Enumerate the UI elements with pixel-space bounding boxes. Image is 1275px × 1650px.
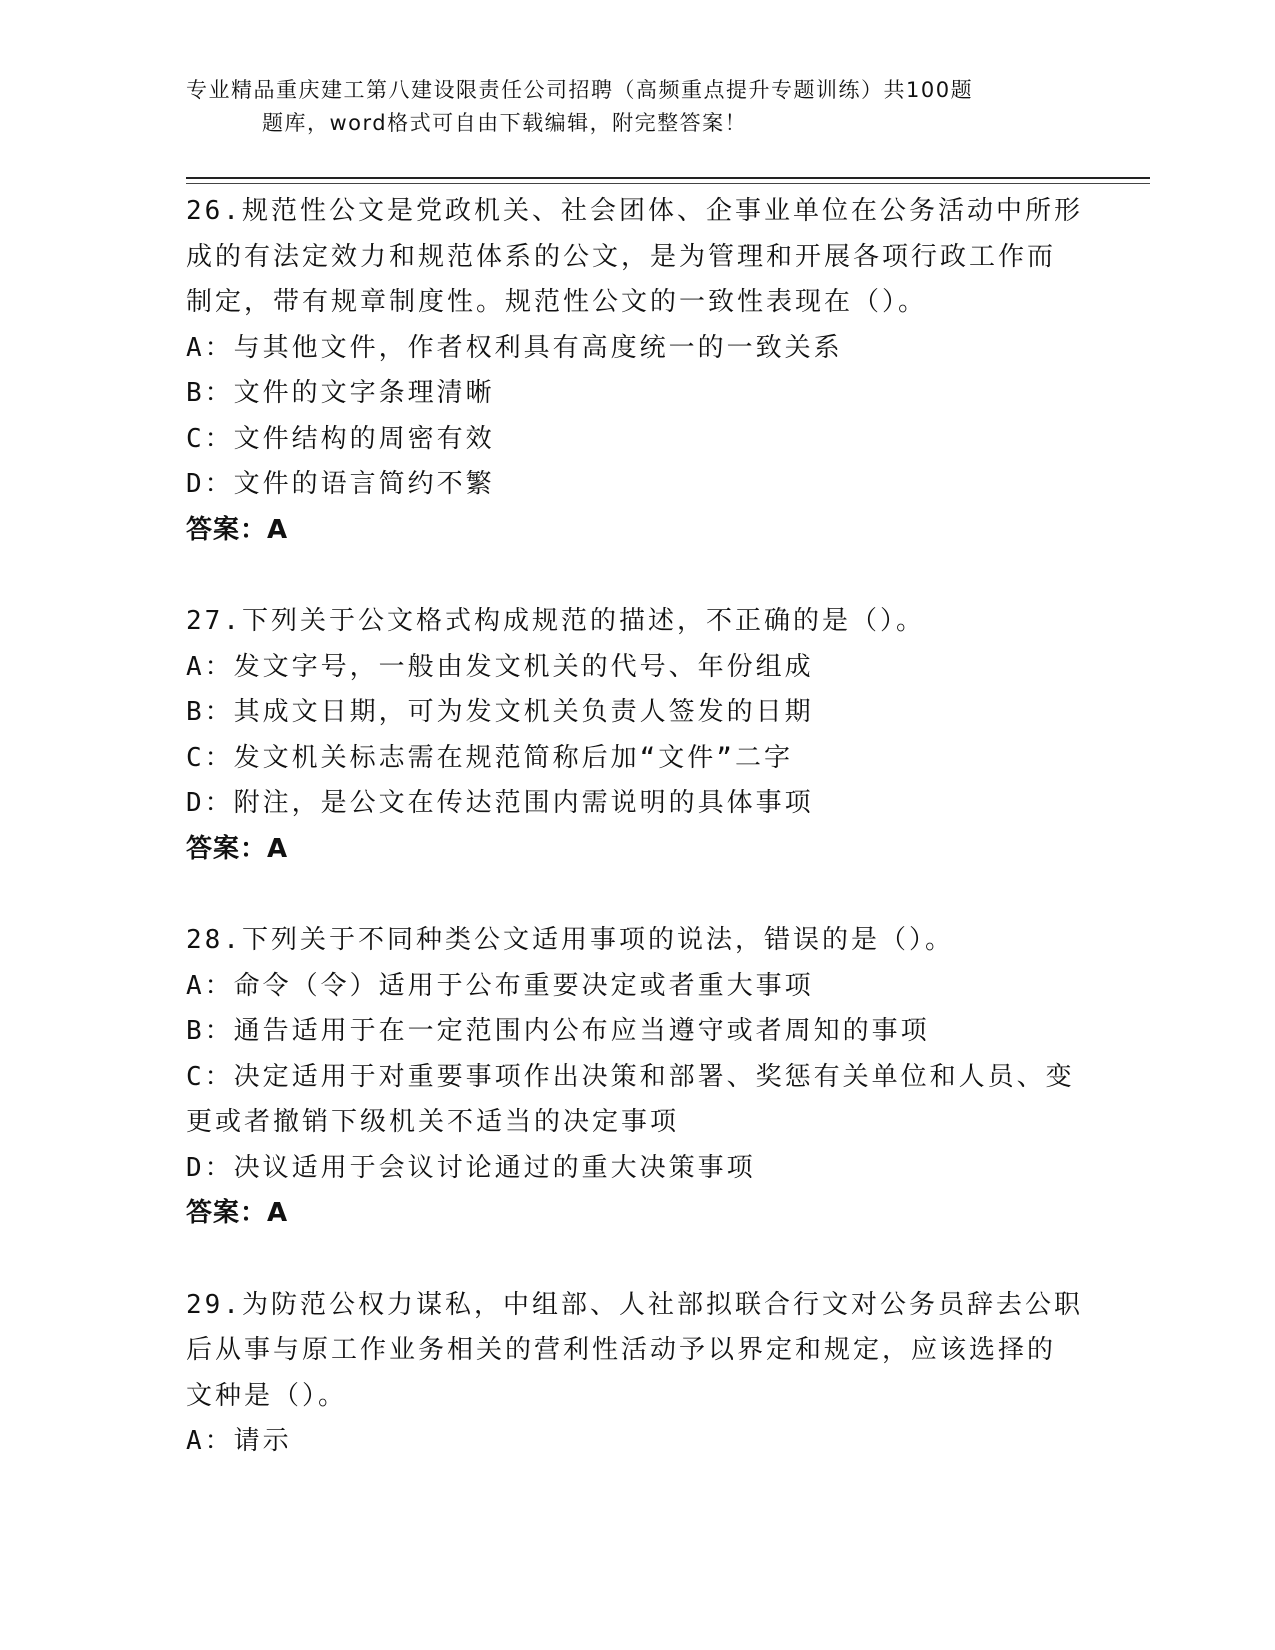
question-stem-line: 27.下列关于公文格式构成规范的描述，不正确的是（）。 <box>186 606 925 636</box>
option-d: D：文件的语言简约不繁 <box>186 469 495 499</box>
header-divider-thin <box>186 183 1150 184</box>
question-27 <box>186 599 1086 872</box>
option-c: C：发文机关标志需在规范简称后加“文件”二字 <box>186 742 793 773</box>
option-a: A：发文字号，一般由发文机关的代号、年份组成 <box>186 651 814 682</box>
header-line-2: 题库，word格式可自由下载编辑，附完整答案！ <box>262 111 748 135</box>
option-d: D：决议适用于会议讨论通过的重大决策事项 <box>186 1152 756 1183</box>
question-stem-line: 29.为防范公权力谋私，中组部、人社部拟联合行文对公务员辞去公职 <box>186 1289 1083 1320</box>
question-28 <box>186 918 1086 1237</box>
option-c-continued: 更或者撤销下级机关不适当的决定事项 <box>186 1107 680 1137</box>
question-stem-line: 成的有法定效力和规范体系的公文，是为管理和开展各项行政工作而 <box>186 241 1057 272</box>
question-stem-line: 制定，带有规章制度性。规范性公文的一致性表现在（）。 <box>186 287 928 317</box>
answer-label: 答案：A <box>186 1198 289 1228</box>
option-b: B：通告适用于在一定范围内公布应当遵守或者周知的事项 <box>186 1016 930 1046</box>
option-a: A：命令（令）适用于公布重要决定或者重大事项 <box>186 970 814 1001</box>
option-c: C：决定适用于对重要事项作出决策和部署、奖惩有关单位和人员、变 <box>186 1061 1075 1092</box>
option-b: B：其成文日期，可为发文机关负责人签发的日期 <box>186 697 814 727</box>
header-line-1: 专业精品重庆建工第八建设限责任公司招聘（高频重点提升专题训练）共100题 <box>186 78 974 102</box>
question-29 <box>186 1283 1086 1465</box>
question-26 <box>186 189 1086 553</box>
answer-label: 答案：A <box>186 514 289 545</box>
answer-label: 答案：A <box>186 833 289 864</box>
question-stem-line: 28.下列关于不同种类公文适用事项的说法，错误的是（）。 <box>186 925 954 955</box>
question-stem-line: 文种是（）。 <box>186 1380 348 1411</box>
option-b: B：文件的文字条理清晰 <box>186 378 495 408</box>
question-stem-line: 后从事与原工作业务相关的营利性活动予以界定和规定，应该选择的 <box>186 1335 1057 1365</box>
header-divider-thick <box>186 177 1150 179</box>
question-list <box>186 189 1086 1511</box>
option-c: C：文件结构的周密有效 <box>186 423 495 454</box>
document-header <box>186 74 1066 140</box>
option-a: A：请示 <box>186 1426 292 1456</box>
option-a: A：与其他文件，作者权利具有高度统一的一致关系 <box>186 332 843 363</box>
option-d: D：附注，是公文在传达范围内需说明的具体事项 <box>186 788 814 818</box>
question-stem-line: 26.规范性公文是党政机关、社会团体、企事业单位在公务活动中所形 <box>186 196 1083 226</box>
